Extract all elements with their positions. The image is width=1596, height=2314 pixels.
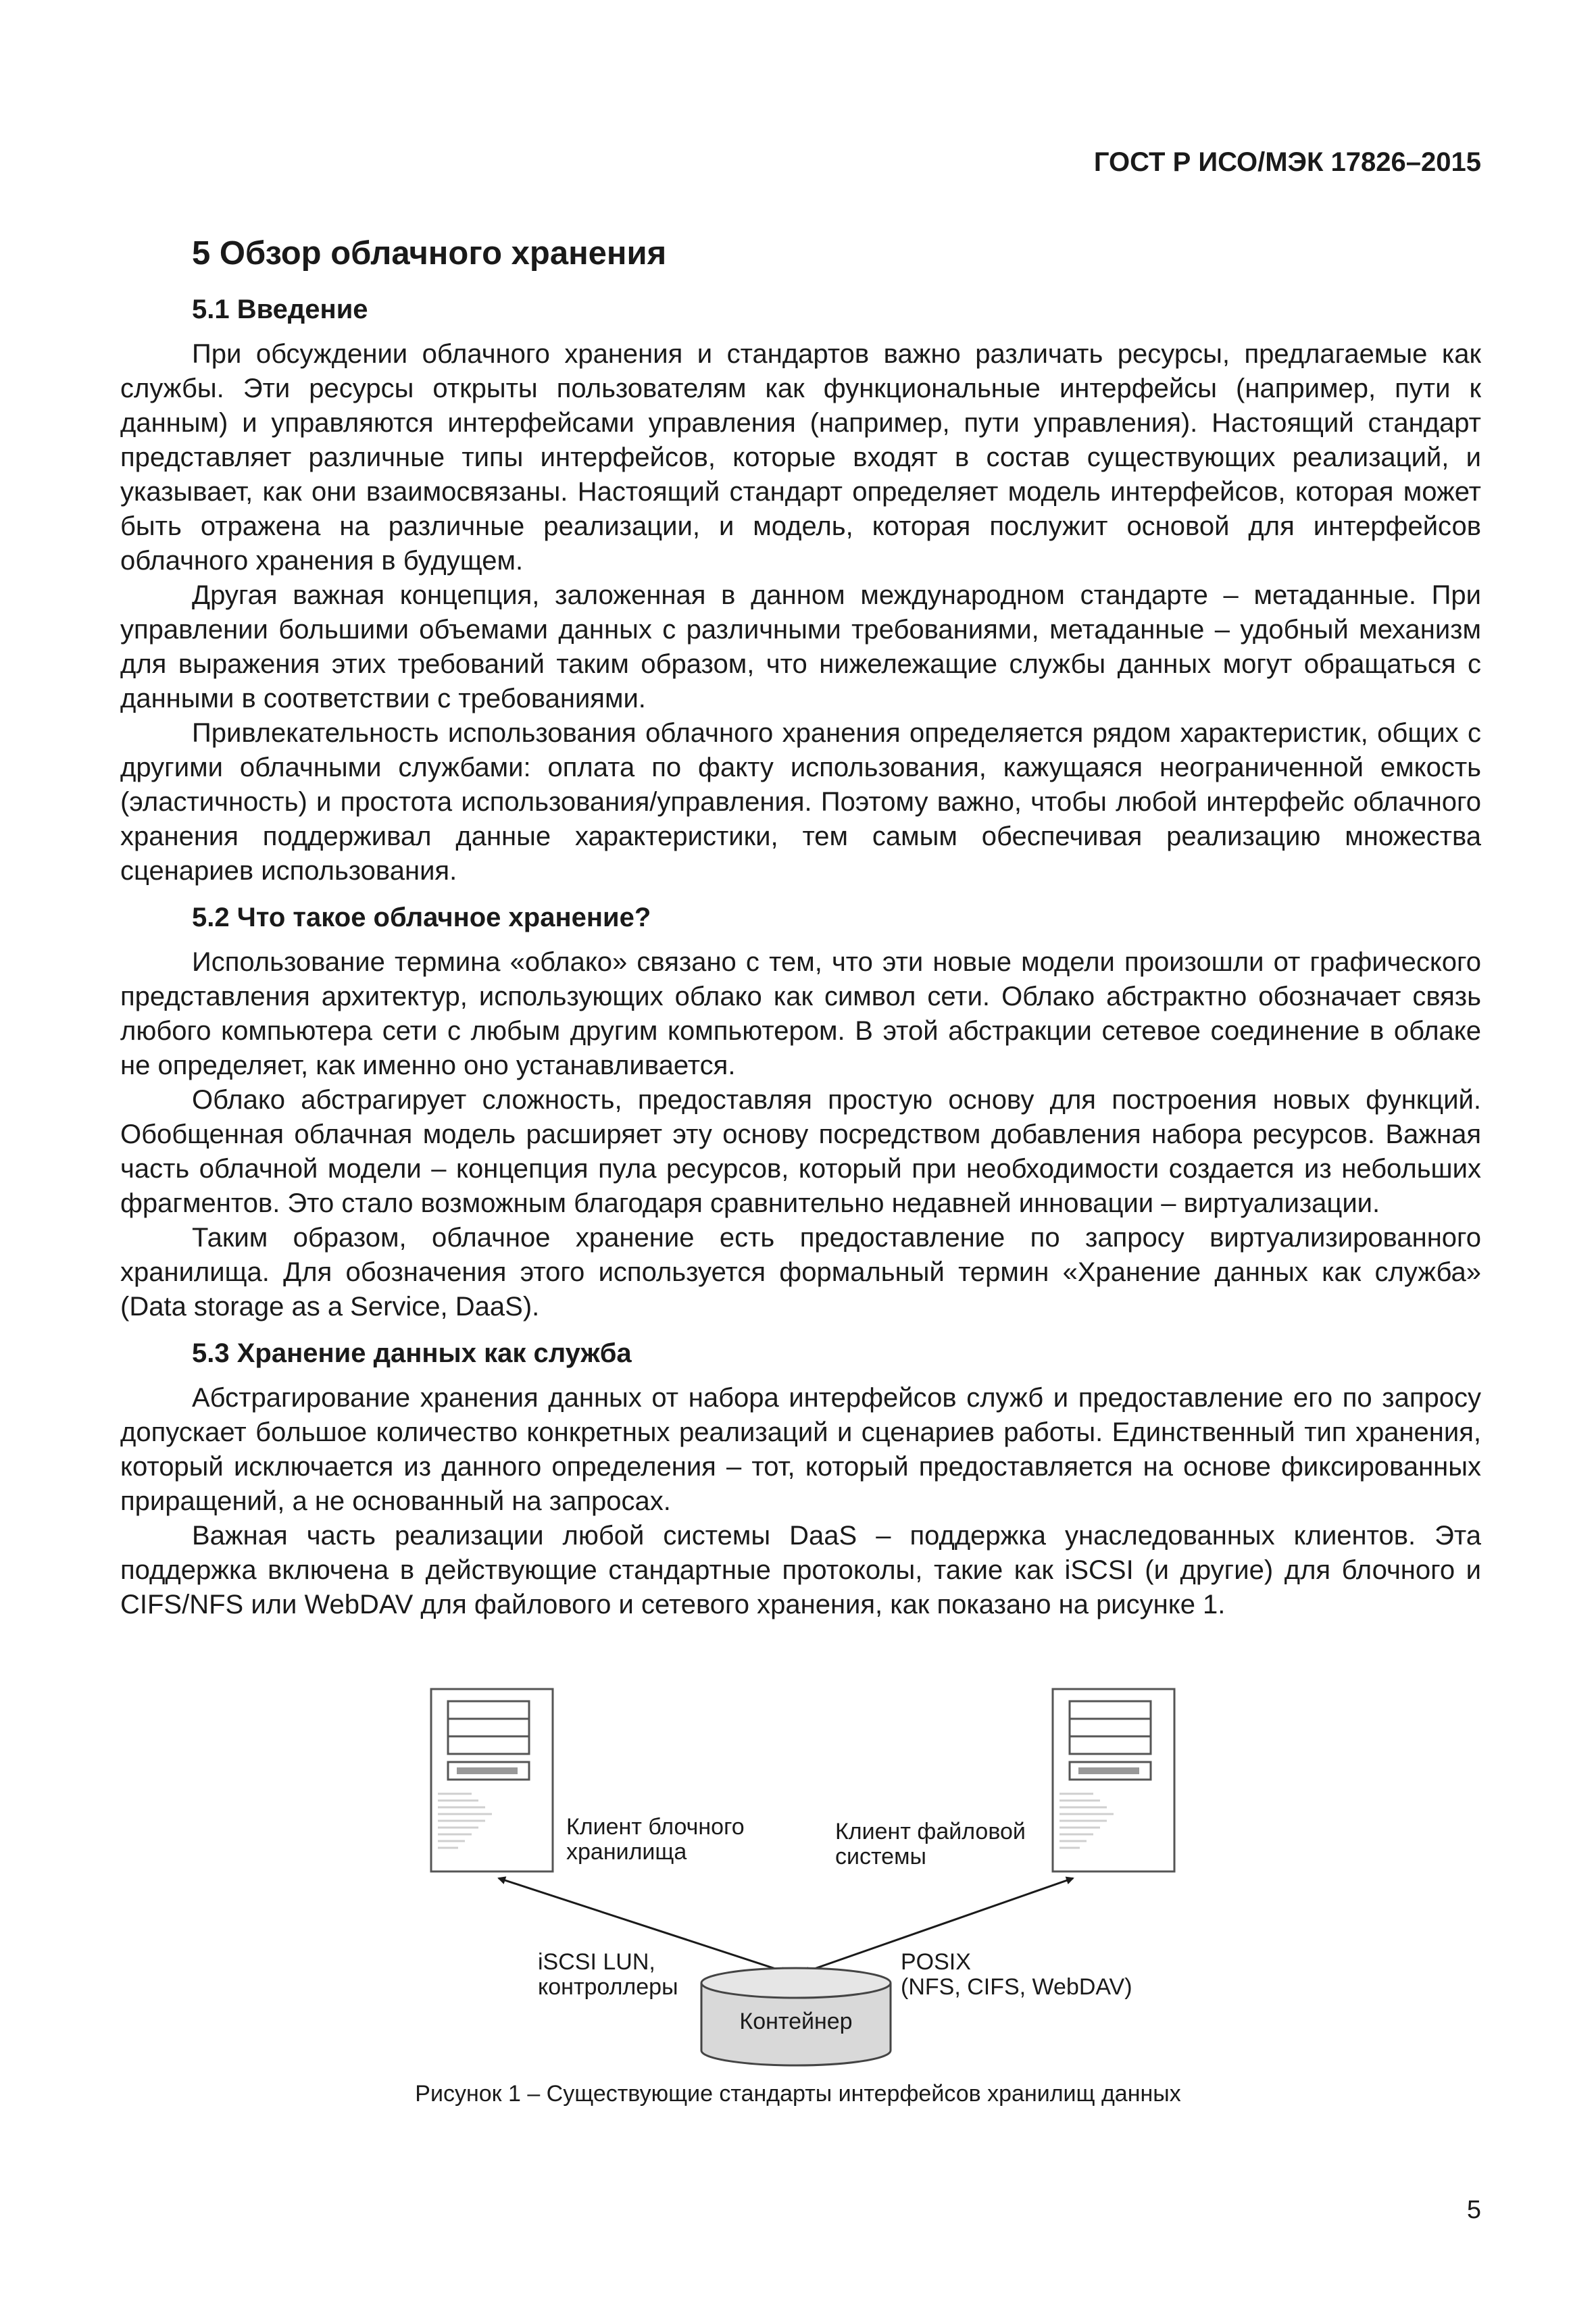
- container-label: Контейнер: [739, 2009, 853, 2034]
- paragraph: Облако абстрагирует сложность, предоставляя простую основу для построения новых функций. Обобщенная облачная модель расширяет эту основу посредством добавления набора ресурсов. Важная часть облачной модели – концепция пула ресурсов, который при необходимости создается из небольших фрагментов. Это стало возможным благодаря сравнительно недавней инновации – виртуализации.: [120, 1085, 1481, 1218]
- subsection-heading-5-3: 5.3 Хранение данных как служба: [192, 1338, 632, 1368]
- block-client-label-line1: Клиент блочного: [566, 1814, 745, 1840]
- paragraph: Другая важная концепция, заложенная в данном международном стандарте – метаданные. При управлении большими объемами данных с различными требованиями, метаданные – удобный механизм для выражения этих требований таким образом, что нижележащие службы данных могут обращаться с данными в соответствии с требованиями.: [120, 580, 1481, 713]
- file-client-label-line1: Клиент файловой: [835, 1819, 1026, 1844]
- subsection-heading-5-2: 5.2 Что такое облачное хранение?: [192, 903, 651, 932]
- figure-1-diagram: [120, 1682, 1481, 2074]
- subsection-heading-5-1: 5.1 Введение: [192, 295, 368, 324]
- figure-caption: Рисунок 1 – Существующие стандарты интерфейсов хранилищ данных: [415, 2081, 1181, 2107]
- main-content: [120, 226, 1481, 1622]
- left-protocol-label-line1: iSCSI LUN,: [538, 1949, 655, 1975]
- left-protocol-label-line2: контроллеры: [538, 1974, 678, 2000]
- paragraph: При обсуждении облачного хранения и стандартов важно различать ресурсы, предлагаемые как службы. Эти ресурсы открыты пользователям как функциональные интерфейсы (например, пути к данным) и управляются интерфейсами управления (например, пути управления). Настоящий стандарт представляет различные типы интерфейсов, которые входят в состав существующих реализаций, и указывает, как они взаимосвязаны. Настоящий стандарт определяет модель интерфейсов, которая может быть отражена на различные реализации, и модель, которая послужит основой для интерфейсов облачного хранения в будущем.: [120, 339, 1481, 576]
- page-number: 5: [1466, 2196, 1481, 2224]
- paragraph: Привлекательность использования облачного хранения определяется рядом характеристик, общих с другими облачными службами: оплата по факту использования, кажущаяся неограниченной емкость (эластичность) и простота использования/управления. Поэтому важно, чтобы любой интерфейс облачного хранения поддерживал данные характеристики, тем самым обеспечивая реализацию множества сценариев использования.: [120, 718, 1481, 886]
- paragraph: Важная часть реализации любой системы DaaS – поддержка унаследованных клиентов. Эта поддержка включена в действующие стандартные протоколы, такие как iSCSI (и другие) для блочного и CIFS/NFS или WebDAV для файлового и сетевого хранения, как показано на рисунке 1.: [120, 1521, 1481, 1619]
- block-client-server-icon: [431, 1689, 553, 1871]
- section-title: 5 Обзор облачного хранения: [192, 235, 667, 272]
- paragraph: Использование термина «облако» связано с тем, что эти новые модели произошли от графического представления архитектур, использующих облако как символ сети. Облако абстрактно обозначает связь любого компьютера сети с любым другим компьютером. В этой абстракции сетевое соединение в облаке не определяет, как именно оно устанавливается.: [120, 947, 1481, 1080]
- right-protocol-label-line1: POSIX: [901, 1949, 971, 1975]
- paragraph: Абстрагирование хранения данных от набора интерфейсов служб и предоставление его по запросу допускает большое количество конкретных реализаций и сценариев работы. Единственный тип хранения, который исключается из данного определения – тот, который предоставляется на основе фиксированных приращений, а не основанный на запросах.: [120, 1383, 1481, 1516]
- file-client-server-icon: [1053, 1689, 1174, 1871]
- paragraph: Таким образом, облачное хранение есть предоставление по запросу виртуализированного хранилища. Для обозначения этого используется формальный термин «Хранение данных как служба» (Data storage as a Service, DaaS).: [120, 1223, 1481, 1322]
- file-client-label-line2: системы: [835, 1844, 926, 1869]
- block-client-label-line2: хранилища: [566, 1839, 687, 1865]
- right-protocol-label-line2: (NFS, CIFS, WebDAV): [901, 1974, 1132, 2000]
- document-id-header: ГОСТ Р ИСО/МЭК 17826–2015: [1093, 147, 1481, 177]
